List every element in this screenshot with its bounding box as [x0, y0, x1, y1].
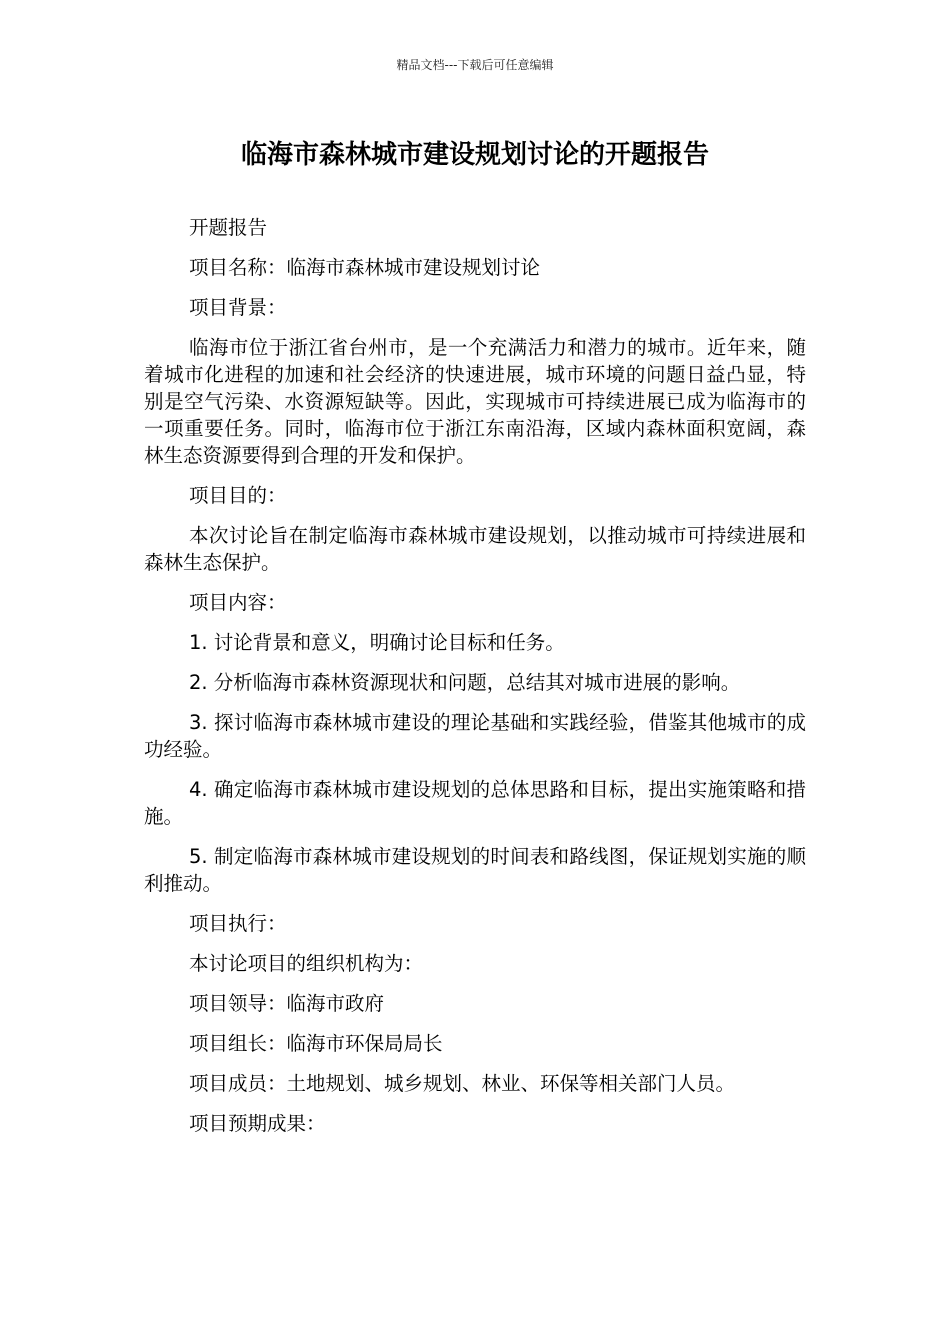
document-title: 临海市森林城市建设规划讨论的开题报告 [240, 140, 709, 170]
heading-project-content: 项目内容： [189, 591, 287, 614]
heading-expected-results: 项目预期成果： [189, 1112, 326, 1135]
paragraph-team-members: 项目成员：土地规划、城乡规划、林业、环保等相关部门人员。 [189, 1072, 736, 1095]
document-body [144, 214, 806, 1150]
list-item-content-2: 2. 分析临海市森林资源现状和问题，总结其对城市进展的影响。 [189, 671, 741, 694]
page-header-note: 精品文档---下载后可任意编辑 [396, 58, 554, 72]
heading-project-background: 项目背景： [189, 296, 287, 319]
heading-project-execution: 项目执行： [189, 912, 287, 935]
list-item-content-1: 1. 讨论背景和意义，明确讨论目标和任务。 [189, 631, 565, 654]
list-item-content-5: 5. 制定临海市森林城市建设规划的时间表和路线图，保证规划实施的顺利推动。 [144, 845, 806, 895]
heading-project-purpose: 项目目的： [189, 484, 287, 507]
paragraph-background-body: 临海市位于浙江省台州市，是一个充满活力和潜力的城市。近年来，随着城市化进程的加速和社会经济的快速进展，城市环境的问题日益凸显，特别是空气污染、水资源短缺等。因此，实现城市可持续进展已成为临海市的一项重要任务。同时，临海市位于浙江东南沿海，区域内森林面积宽阔，森林生态资源要得到合理的开发和保护。 [144, 336, 806, 467]
paragraph-report-label: 开题报告 [189, 216, 268, 239]
paragraph-team-leader: 项目组长：临海市环保局局长 [189, 1032, 443, 1055]
paragraph-project-leader: 项目领导：临海市政府 [189, 992, 385, 1015]
list-item-content-3: 3. 探讨临海市森林城市建设的理论基础和实践经验，借鉴其他城市的成功经验。 [144, 711, 806, 761]
list-item-content-4: 4. 确定临海市森林城市建设规划的总体思路和目标，提出实施策略和措施。 [144, 778, 806, 828]
paragraph-organization: 本讨论项目的组织机构为： [189, 952, 424, 975]
paragraph-purpose-body: 本次讨论旨在制定临海市森林城市建设规划，以推动城市可持续进展和森林生态保护。 [144, 524, 806, 574]
paragraph-project-name: 项目名称：临海市森林城市建设规划讨论 [189, 256, 541, 279]
